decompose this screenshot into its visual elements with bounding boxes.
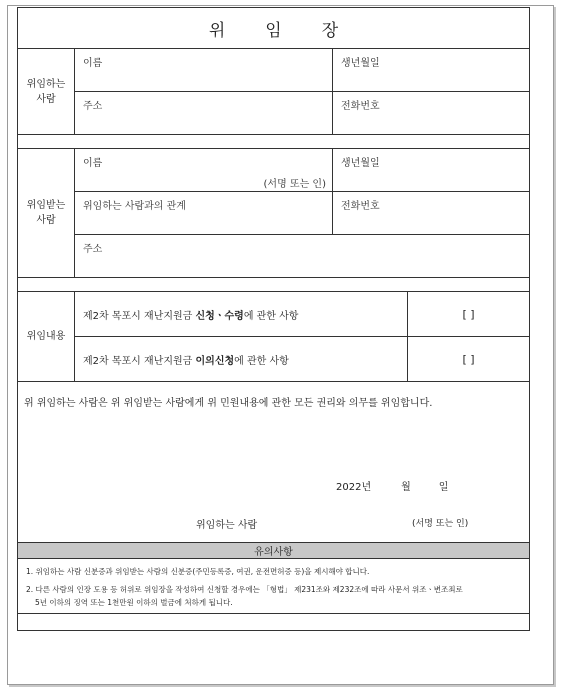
delegatee-birth-field[interactable]: 생년월일 [333, 149, 530, 192]
delegator-name-field[interactable]: 이름 [75, 49, 333, 92]
content-item-objection-checkbox[interactable]: [ ] [408, 337, 530, 382]
notice-header: 유의사항 [18, 543, 530, 559]
delegatee-name-field[interactable]: 이름 (서명 또는 인) [75, 149, 333, 192]
notice-body [18, 559, 530, 614]
signer-label: 위임하는 사람 [196, 520, 258, 531]
date-year: 2022년 [336, 482, 372, 493]
delegator-side-label: 위임하는 사람 [18, 49, 75, 135]
content-item-apply: 제2차 목포시 재난지원금 신청ㆍ수령에 관한 사항 [75, 292, 408, 337]
statement-text: 위 위임하는 사람은 위 위임받는 사람에게 위 민원내용에 관한 모든 권리와 의무를 위임합니다. [24, 398, 433, 409]
delegation-statement [18, 382, 530, 543]
notice-line-1: 1. 위임하는 사람 신분증과 위임받는 사람의 신분증(주민등록증, 여권, 운전면허증 등)을 제시해야 합니다. [26, 567, 370, 576]
content-item-apply-checkbox[interactable]: [ ] [408, 292, 530, 337]
date-line [336, 478, 448, 493]
delegatee-side-label: 위임받는 사람 [18, 149, 75, 278]
delegatee-signature-hint: (서명 또는 인) [263, 179, 326, 190]
delegator-birth-field[interactable]: 생년월일 [333, 49, 530, 92]
content-side-label: 위임내용 [18, 292, 75, 382]
delegator-phone-field[interactable]: 전화번호 [333, 92, 530, 135]
notice-line-3: 5년 이하의 징역 또는 1천만원 이하의 벌금에 처하게 됩니다. [35, 598, 233, 607]
section-gap [18, 278, 530, 292]
delegatee-relation-field[interactable]: 위임하는 사람과의 관계 [75, 192, 333, 235]
content-item-objection: 제2차 목포시 재난지원금 이의신청에 관한 사항 [75, 337, 408, 382]
delegatee-phone-field[interactable]: 전화번호 [333, 192, 530, 235]
delegator-address-field[interactable]: 주소 [75, 92, 333, 135]
notice-line-2: 2. 다른 사람의 인장 도용 등 허위로 위임장을 작성하여 신청할 경우에는 「형법」 제231조와 제232조에 따라 사문서 위조ㆍ변조죄로 [26, 585, 463, 594]
date-month: 월 [401, 482, 411, 493]
date-day: 일 [438, 482, 449, 493]
delegation-form [17, 7, 529, 631]
footer-gap [18, 614, 530, 631]
delegatee-address-field[interactable]: 주소 [75, 235, 530, 278]
form-title: 위 임 장 [18, 8, 530, 49]
signer-signature-hint[interactable]: (서명 또는 인) [412, 519, 469, 529]
section-gap [18, 135, 530, 149]
